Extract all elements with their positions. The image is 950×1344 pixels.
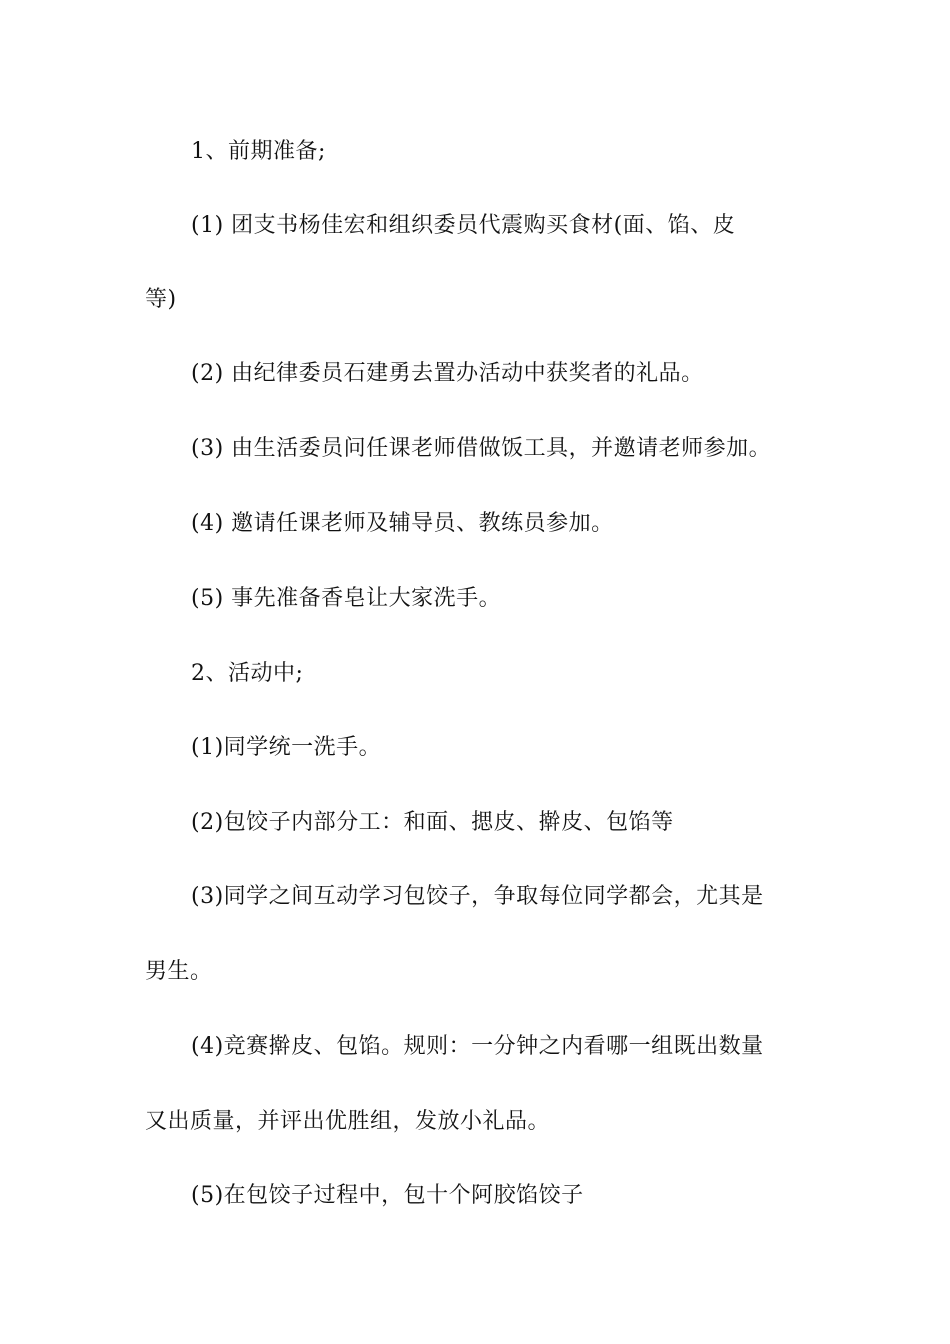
paragraph-line: 又出质量，并评出优胜组，发放小礼品。	[145, 1109, 551, 1134]
paragraph-line: (5)在包饺子过程中，包十个阿胶馅饺子	[191, 1183, 584, 1208]
paragraph-line: (2)包饺子内部分工：和面、揌皮、擀皮、包馅等	[191, 810, 674, 835]
paragraph-line: (4)竞赛擀皮、包馅。规则：一分钟之内看哪一组既出数量	[191, 1034, 764, 1059]
paragraph-line: (5) 事先准备香皂让大家洗手。	[191, 586, 502, 611]
paragraph-line: (2) 由纪律委员石建勇去置办活动中获奖者的礼品。	[191, 361, 704, 386]
paragraph-line: (1)同学统一洗手。	[191, 735, 382, 760]
section-heading-activity: 2、活动中;	[191, 661, 304, 686]
section-heading-preparation: 1、前期准备;	[191, 139, 326, 164]
paragraph-line: 男生。	[145, 959, 213, 984]
paragraph-line: (4) 邀请任课老师及辅导员、教练员参加。	[191, 511, 614, 536]
paragraph-line: (1) 团支书杨佳宏和组织委员代震购买食材(面、馅、皮	[191, 213, 736, 238]
paragraph-line: (3)同学之间互动学习包饺子，争取每位同学都会，尤其是	[191, 884, 764, 909]
paragraph-line: (3) 由生活委员问任课老师借做饭工具，并邀请老师参加。	[191, 436, 772, 461]
paragraph-line: 等)	[145, 287, 177, 312]
